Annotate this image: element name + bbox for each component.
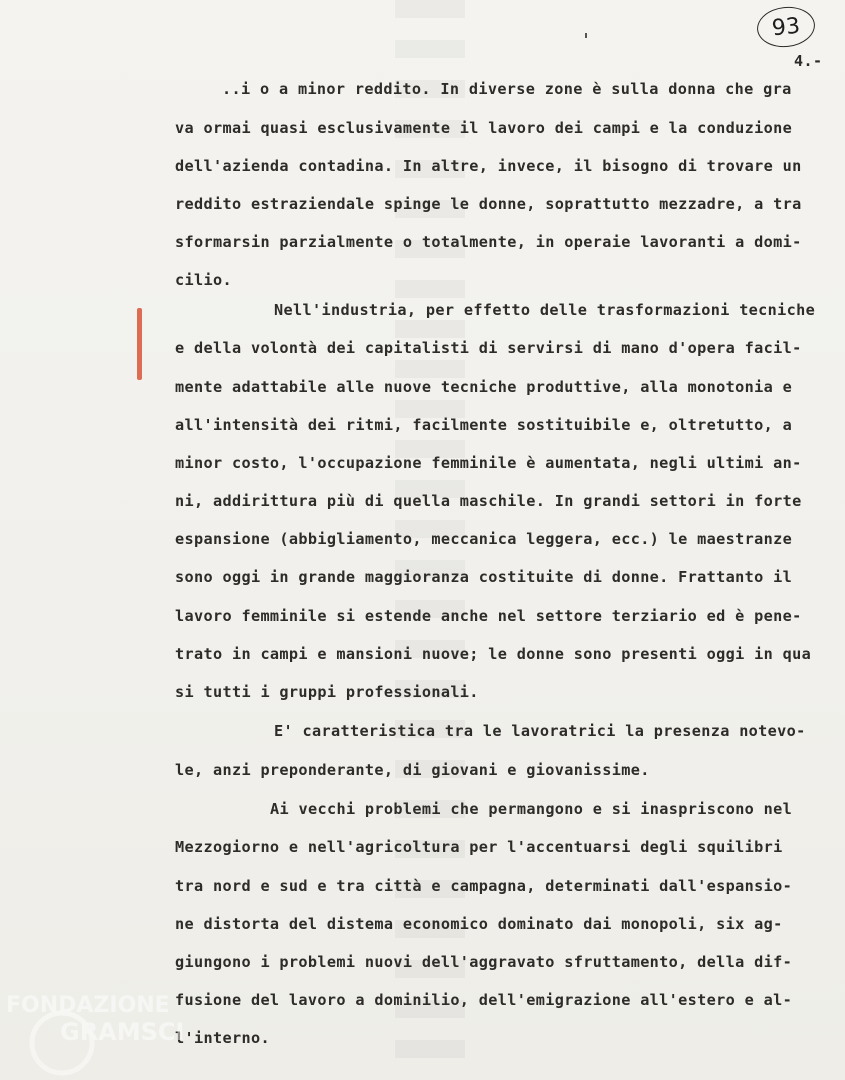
text-line-24: giungono i problemi nuovi dell'aggravato sfruttamento, della dif- (175, 953, 793, 971)
text-line-18: E' caratteristica tra le lavoratrici la presenza notevo- (274, 722, 806, 740)
text-line-22: tra nord e sud e tra città e campagna, determinati dall'espansio- (175, 877, 793, 895)
text-line-6: cilio. (175, 271, 232, 289)
text-line-11: minor costo, l'occupazione femminile è aumentata, negli ultimi an- (175, 454, 802, 472)
text-line-13: espansione (abbigliamento, meccanica leggera, ecc.) le maestranze (175, 530, 793, 548)
text-line-23: ne distorta del distema economico dominato dai monopoli, six ag- (175, 915, 783, 933)
handwritten-page-number-text: 93 (770, 13, 802, 41)
text-line-17: si tutti i gruppi professionali. (175, 683, 479, 701)
text-line-8: e della volontà dei capitalisti di servirsi di mano d'opera facil- (175, 339, 802, 357)
text-line-5: sformarsin parzialmente o totalmente, in operaie lavoranti a domi- (175, 233, 802, 251)
text-line-10: all'intensità dei ritmi, facilmente sostituibile e, oltretutto, a (175, 416, 793, 434)
ink-tick-mark (585, 33, 587, 38)
text-line-14: sono oggi in grande maggioranza costituite di donne. Frattanto il (175, 568, 793, 586)
text-line-1: ..i o a minor reddito. In diverse zone è sulla donna che gra (222, 80, 792, 98)
text-line-21: Mezzogiorno e nell'agricoltura per l'accentuarsi degli squilibri (175, 838, 783, 856)
text-line-4: reddito estraziendale spinge le donne, soprattutto mezzadre, a tra (175, 195, 802, 213)
fondazione-gramsci-watermark-logo (0, 988, 200, 1078)
text-line-7: Nell'industria, per effetto delle trasformazioni tecniche (274, 301, 816, 319)
text-line-15: lavoro femminile si estende anche nel settore terziario ed è pene- (175, 607, 802, 625)
text-line-3: dell'azienda contadina. In altre, invece, il bisogno di trovare un (175, 157, 802, 175)
typed-sheet-number: 4.- (794, 52, 823, 70)
handwritten-page-number (755, 4, 817, 50)
text-line-25: fusione del lavoro a dominilio, dell'emigrazione all'estero e al- (175, 991, 793, 1009)
red-margin-mark (137, 308, 142, 380)
text-line-20: Ai vecchi problemi che permangono e si inaspriscono nel (270, 800, 793, 818)
text-line-9: mente adattabile alle nuove tecniche produttive, alla monotonia e (175, 378, 793, 396)
text-line-12: ni, addirittura più di quella maschile. In grandi settori in forte (175, 492, 802, 510)
text-line-19: le, anzi preponderante, di giovani e giovanissime. (175, 761, 650, 779)
text-line-2: va ormai quasi esclusivamente il lavoro dei campi e la conduzione (175, 119, 793, 137)
text-line-16: trato in campi e mansioni nuove; le donne sono presenti oggi in qua (175, 645, 812, 663)
logo-text-line2: GRAMSCI (60, 1018, 185, 1046)
logo-text-line1: FONDAZIONE (6, 993, 170, 1018)
text-line-26: l'interno. (175, 1029, 270, 1047)
